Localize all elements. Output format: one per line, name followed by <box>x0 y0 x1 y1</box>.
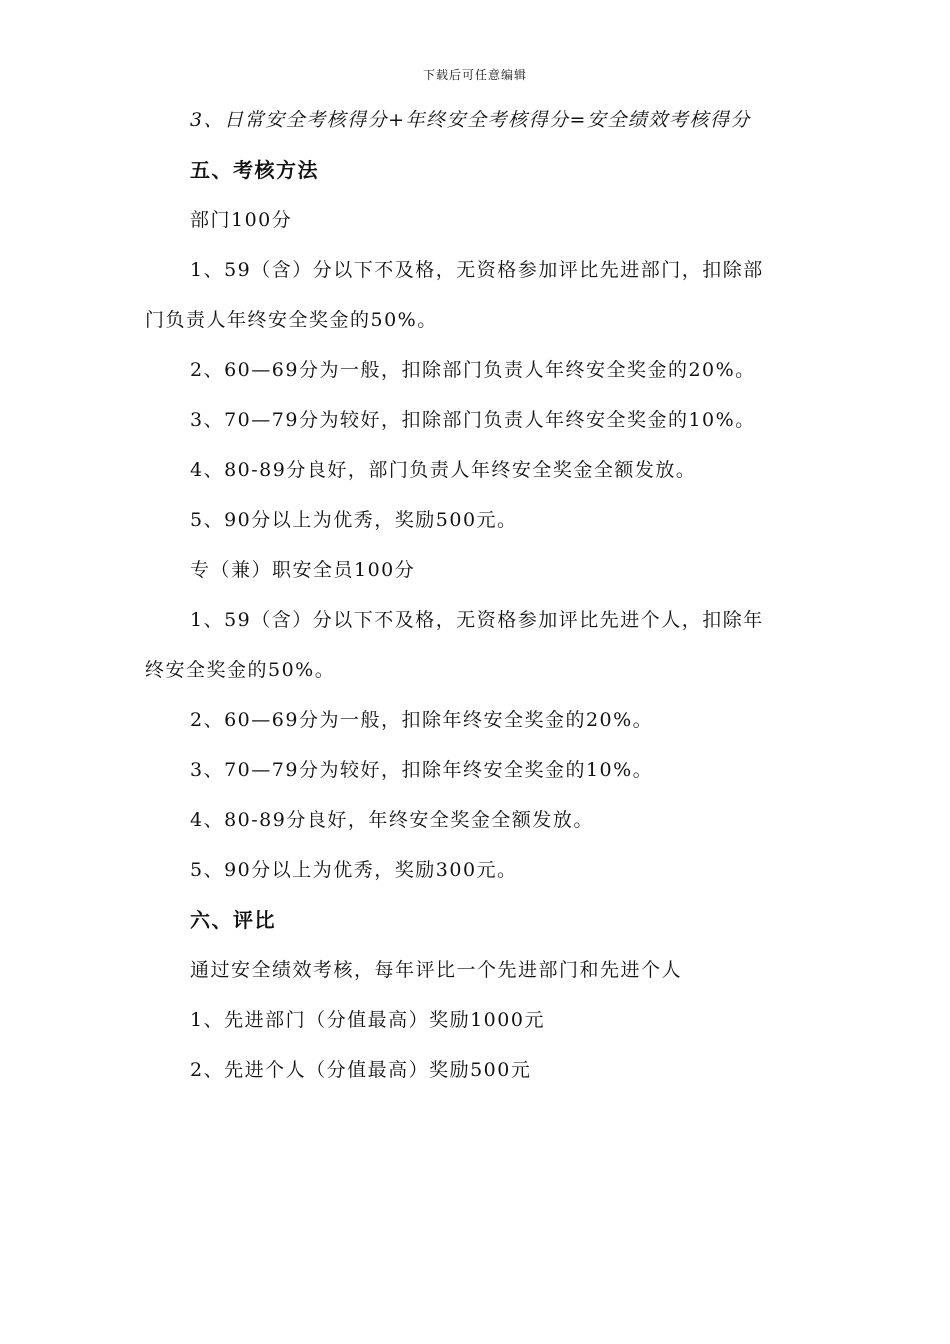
officer-item-3: 3、70—79分为较好，扣除年终安全奖金的10%。 <box>190 759 654 781</box>
dept-item-2: 2、60—69分为一般，扣除部门负责人年终安全奖金的20%。 <box>190 359 756 381</box>
section-heading-assessment-method: 五、考核方法 <box>190 158 319 182</box>
section-heading-evaluation: 六、评比 <box>190 908 276 932</box>
header-note: 下载后可任意编辑 <box>422 68 527 82</box>
evaluation-item-1: 1、先进部门（分值最高）奖励1000元 <box>190 1009 545 1031</box>
evaluation-item-2: 2、先进个人（分值最高）奖励500元 <box>190 1059 532 1081</box>
dept-item-5: 5、90分以上为优秀，奖励500元。 <box>190 509 518 531</box>
officer-item-5: 5、90分以上为优秀，奖励300元。 <box>190 859 518 881</box>
officer-item-1: 1、59（含）分以下不及格，无资格参加评比先进个人，扣除年 <box>190 609 764 631</box>
formula-line: 3、日常安全考核得分+年终安全考核得分=安全绩效考核得分 <box>190 109 751 131</box>
officer-item-2: 2、60—69分为一般，扣除年终安全奖金的20%。 <box>190 709 654 731</box>
evaluation-intro: 通过安全绩效考核，每年评比一个先进部门和先进个人 <box>190 959 683 981</box>
dept-item-4: 4、80-89分良好，部门负责人年终安全奖金全额发放。 <box>190 459 697 481</box>
subheading-department: 部门100分 <box>190 209 293 231</box>
dept-item-1-continued: 门负责人年终安全奖金的50%。 <box>145 309 438 331</box>
dept-item-3: 3、70—79分为较好，扣除部门负责人年终安全奖金的10%。 <box>190 409 756 431</box>
dept-item-1: 1、59（含）分以下不及格，无资格参加评比先进部门，扣除部 <box>190 259 764 281</box>
officer-item-4: 4、80-89分良好，年终安全奖金全额发放。 <box>190 809 594 831</box>
subheading-safety-officer: 专（兼）职安全员100分 <box>190 559 416 581</box>
officer-item-1-continued: 终安全奖金的50%。 <box>145 659 336 681</box>
